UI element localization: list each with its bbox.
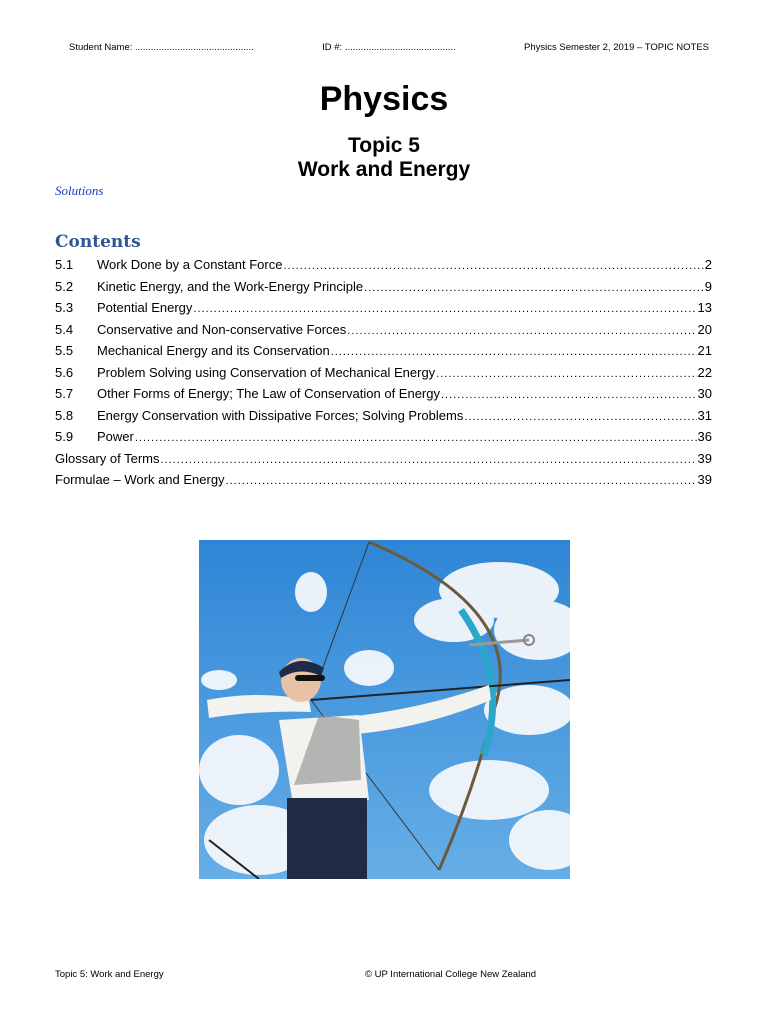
toc-title: Problem Solving using Conservation of Mechanical Energy [97,364,436,380]
toc-title: Other Forms of Energy; The Law of Conservation of Energy [97,386,440,401]
toc-leader [347,325,696,337]
toc-title: Power [97,429,134,444]
toc-title: Energy Conservation with Dissipative Forces; Solving Problems [97,407,464,423]
toc-leader [135,432,697,444]
toc-number: 5.4 [55,321,74,337]
toc-leader [283,260,703,272]
toc-page: 39 [697,450,712,466]
toc-number: 5.2 [55,278,74,294]
toc-page: 2 [704,257,712,272]
solutions-link[interactable]: Solutions [55,183,104,198]
toc-page: 22 [697,364,712,380]
footer-topic: Topic 5: Work and Energy [55,969,164,980]
toc-entry[interactable] [55,451,712,473]
toc-entry[interactable] [55,322,712,344]
toc-page: 20 [697,321,712,337]
topic-number: Topic 5 [348,134,420,157]
toc-page: 9 [704,278,712,294]
course-label: Physics Semester 2, 2019 – TOPIC NOTES [524,42,709,53]
toc-page: 36 [697,429,712,444]
toc-page: 30 [697,386,712,401]
toc-title: Potential Energy [97,300,193,315]
toc-entry[interactable] [55,386,712,408]
toc-title: Formulae – Work and Energy [55,472,225,487]
toc-entry[interactable] [55,429,712,451]
topic-name: Work and Energy [297,158,471,181]
toc-leader [193,303,696,315]
toc-leader [464,411,696,423]
toc-entry[interactable] [55,343,712,365]
page-title: Physics [319,80,449,118]
toc-number: 5.3 [55,300,74,315]
id-field: ID #: .......................................... [322,42,456,53]
toc-entry[interactable] [55,472,712,494]
toc-leader [436,368,696,380]
toc-leader [364,282,704,294]
toc-number: 5.5 [55,343,74,358]
page-header [69,42,709,53]
toc-page: 31 [697,407,712,423]
toc-entry[interactable] [55,279,712,301]
toc-leader [441,389,697,401]
toc-leader [226,475,697,487]
toc-number: 5.7 [55,386,74,401]
toc-leader [161,454,697,466]
toc-page: 13 [697,300,712,315]
table-of-contents [55,257,712,494]
toc-entry[interactable] [55,300,712,322]
toc-title: Kinetic Energy, and the Work-Energy Principle [97,278,364,294]
toc-number: 5.6 [55,364,74,380]
toc-entry[interactable] [55,257,712,279]
toc-title: Mechanical Energy and its Conservation [97,343,330,358]
toc-number: 5.1 [55,257,74,272]
toc-leader [331,346,697,358]
toc-entry[interactable] [55,365,712,387]
toc-number: 5.9 [55,429,74,444]
toc-number: 5.8 [55,407,74,423]
contents-heading: Contents [55,232,141,252]
archer-photo [199,540,570,879]
toc-title: Glossary of Terms [55,450,160,466]
toc-title: Conservative and Non-conservative Forces [97,321,347,337]
toc-page: 39 [697,472,712,487]
toc-entry[interactable] [55,408,712,430]
student-name-field: Student Name: ............................................. [69,42,254,53]
toc-title: Work Done by a Constant Force [97,257,283,272]
footer-copyright: © UP International College New Zealand [365,969,537,980]
toc-page: 21 [697,343,712,358]
